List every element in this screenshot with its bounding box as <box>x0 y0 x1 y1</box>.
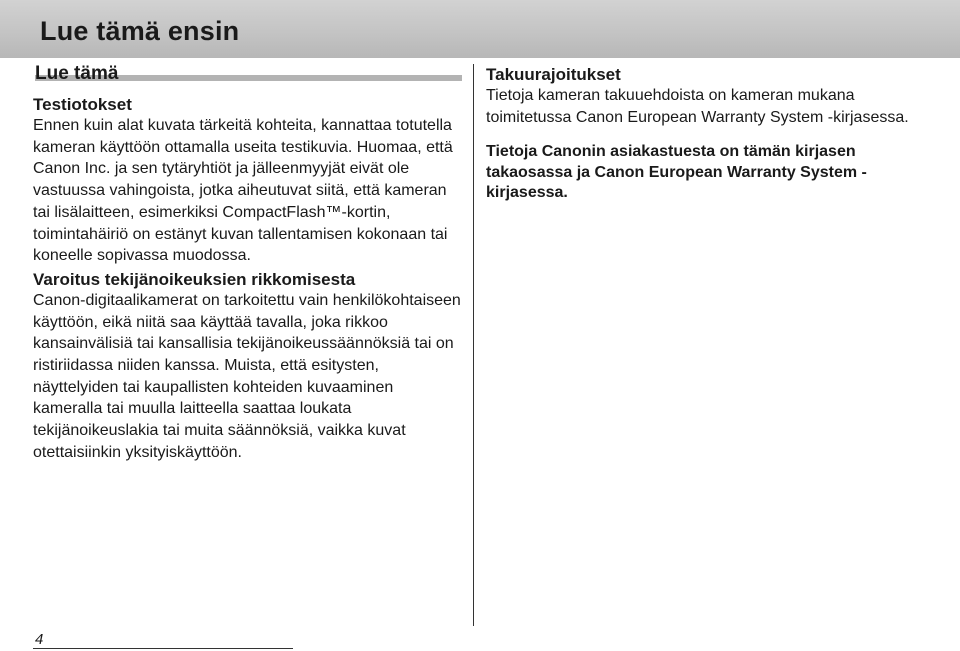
test-shots-heading: Testiotokset <box>33 95 132 114</box>
customer-support-note: Tietoja Canonin asiakastuesta on tämän kirjasen takaosassa ja Canon European Warranty System -kirjasessa. <box>486 143 867 202</box>
page-title: Lue tämä ensin <box>40 16 240 46</box>
warranty-heading: Takuurajoitukset <box>486 65 621 84</box>
right-column <box>486 64 926 204</box>
footer-rule <box>33 648 293 649</box>
section-heading <box>33 63 463 85</box>
page-number: 4 <box>35 631 44 648</box>
test-shots-body: Ennen kuin alat kuvata tärkeitä kohteita, kannattaa totutella kameran käyttöön ottamalla useita testikuvia. Huomaa, että Canon Inc. ja sen tytäryhtiöt ja jälleenmyyjät eivät ole vastuussa vahingoista, jotka aiheutuvat siitä, että kameran tai lisälaitteen, esimerkiksi CompactFlash™-kortin, toimintahäiriö on estänyt kuvan tallentamisen kokonaan tai koneelle sopivassa muodossa. <box>33 117 453 265</box>
column-divider <box>473 64 474 626</box>
header-bar <box>0 0 960 58</box>
copyright-body: Canon-digitaalikamerat on tarkoitettu vain henkilökohtaiseen käyttöön, eikä niitä saa käyttää tavalla, joka rikkoo kansainvälisiä tai kansallisia tekijänoikeussäännöksiä tai on ristiriidassa niiden kanssa. Muista, että esitysten, näyttelyiden tai kaupallisten kohteiden kuvaaminen kameralla tai muulla laitteella saattaa loukata tekijänoikeuslakia tai muita säännöksiä, vaikka kuvat otettaisiinkin yksityiskäyttöön. <box>33 291 461 461</box>
copyright-heading: Varoitus tekijänoikeuksien rikkomisesta <box>33 269 356 289</box>
warranty-body: Tietoja kameran takuuehdoista on kameran mukana toimitetussa Canon European Warranty System -kirjasessa. <box>486 87 909 126</box>
section-heading-text: Lue tämä <box>35 63 119 84</box>
left-column <box>33 94 465 466</box>
